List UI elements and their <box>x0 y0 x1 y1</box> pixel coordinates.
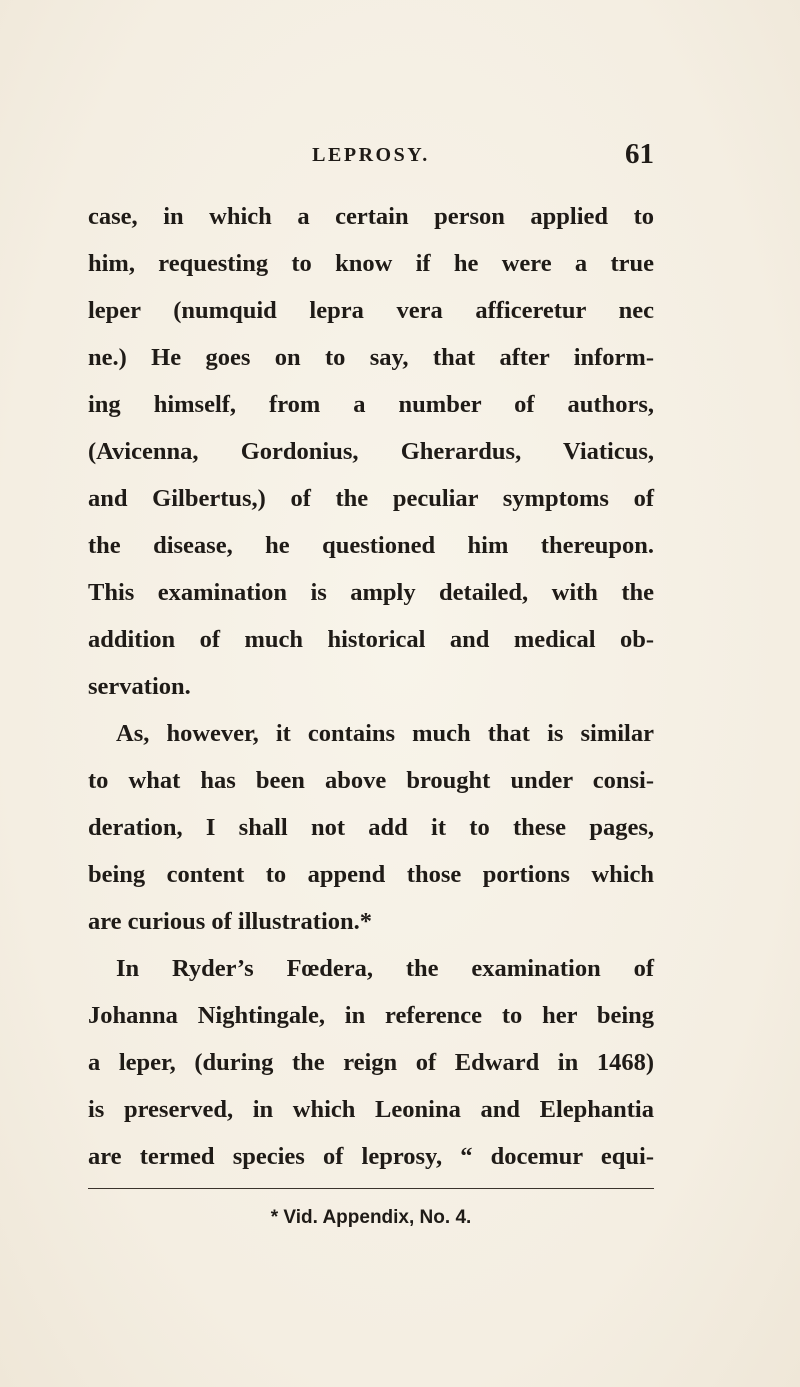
text-line: deration, I shall not add it to these pages, <box>88 814 654 841</box>
text-line: In Ryder’s Fœdera, the examination of <box>116 955 654 982</box>
page-number: 61 <box>625 138 654 170</box>
footnote-rule <box>88 1188 654 1189</box>
body-text <box>88 193 654 1180</box>
text-line: the disease, he questioned him thereupon. <box>88 532 654 559</box>
text-line: him, requesting to know if he were a true <box>88 250 654 277</box>
text-line: being content to append those portions which <box>88 861 654 888</box>
text-line: This examination is amply detailed, with the <box>88 579 654 606</box>
text-line: leper (numquid lepra vera afficeretur nec <box>88 297 654 324</box>
text-line: case, in which a certain person applied to <box>88 203 654 230</box>
text-line: and Gilbertus,) of the peculiar symptoms of <box>88 485 654 512</box>
text-line: a leper, (during the reign of Edward in 1468) <box>88 1049 654 1076</box>
text-line: servation. <box>88 673 191 700</box>
text-line: is preserved, in which Leonina and Elephantia <box>88 1096 654 1123</box>
text-line: addition of much historical and medical ob- <box>88 626 654 653</box>
text-line: are termed species of leprosy, “ docemur equi- <box>88 1143 654 1170</box>
running-title: LEPROSY. <box>312 144 430 166</box>
text-line: ing himself, from a number of authors, <box>88 391 654 418</box>
text-line: As, however, it contains much that is similar <box>116 720 654 747</box>
text-line: Johanna Nightingale, in reference to her being <box>88 1002 654 1029</box>
text-line: are curious of illustration.* <box>88 908 373 935</box>
text-line: ne.) He goes on to say, that after inform- <box>88 344 654 371</box>
running-head <box>88 138 654 178</box>
text-line: (Avicenna, Gordonius, Gherardus, Viaticus, <box>88 438 654 465</box>
text-line: to what has been above brought under consi- <box>88 767 654 794</box>
footnote: * Vid. Appendix, No. 4. <box>270 1207 472 1228</box>
